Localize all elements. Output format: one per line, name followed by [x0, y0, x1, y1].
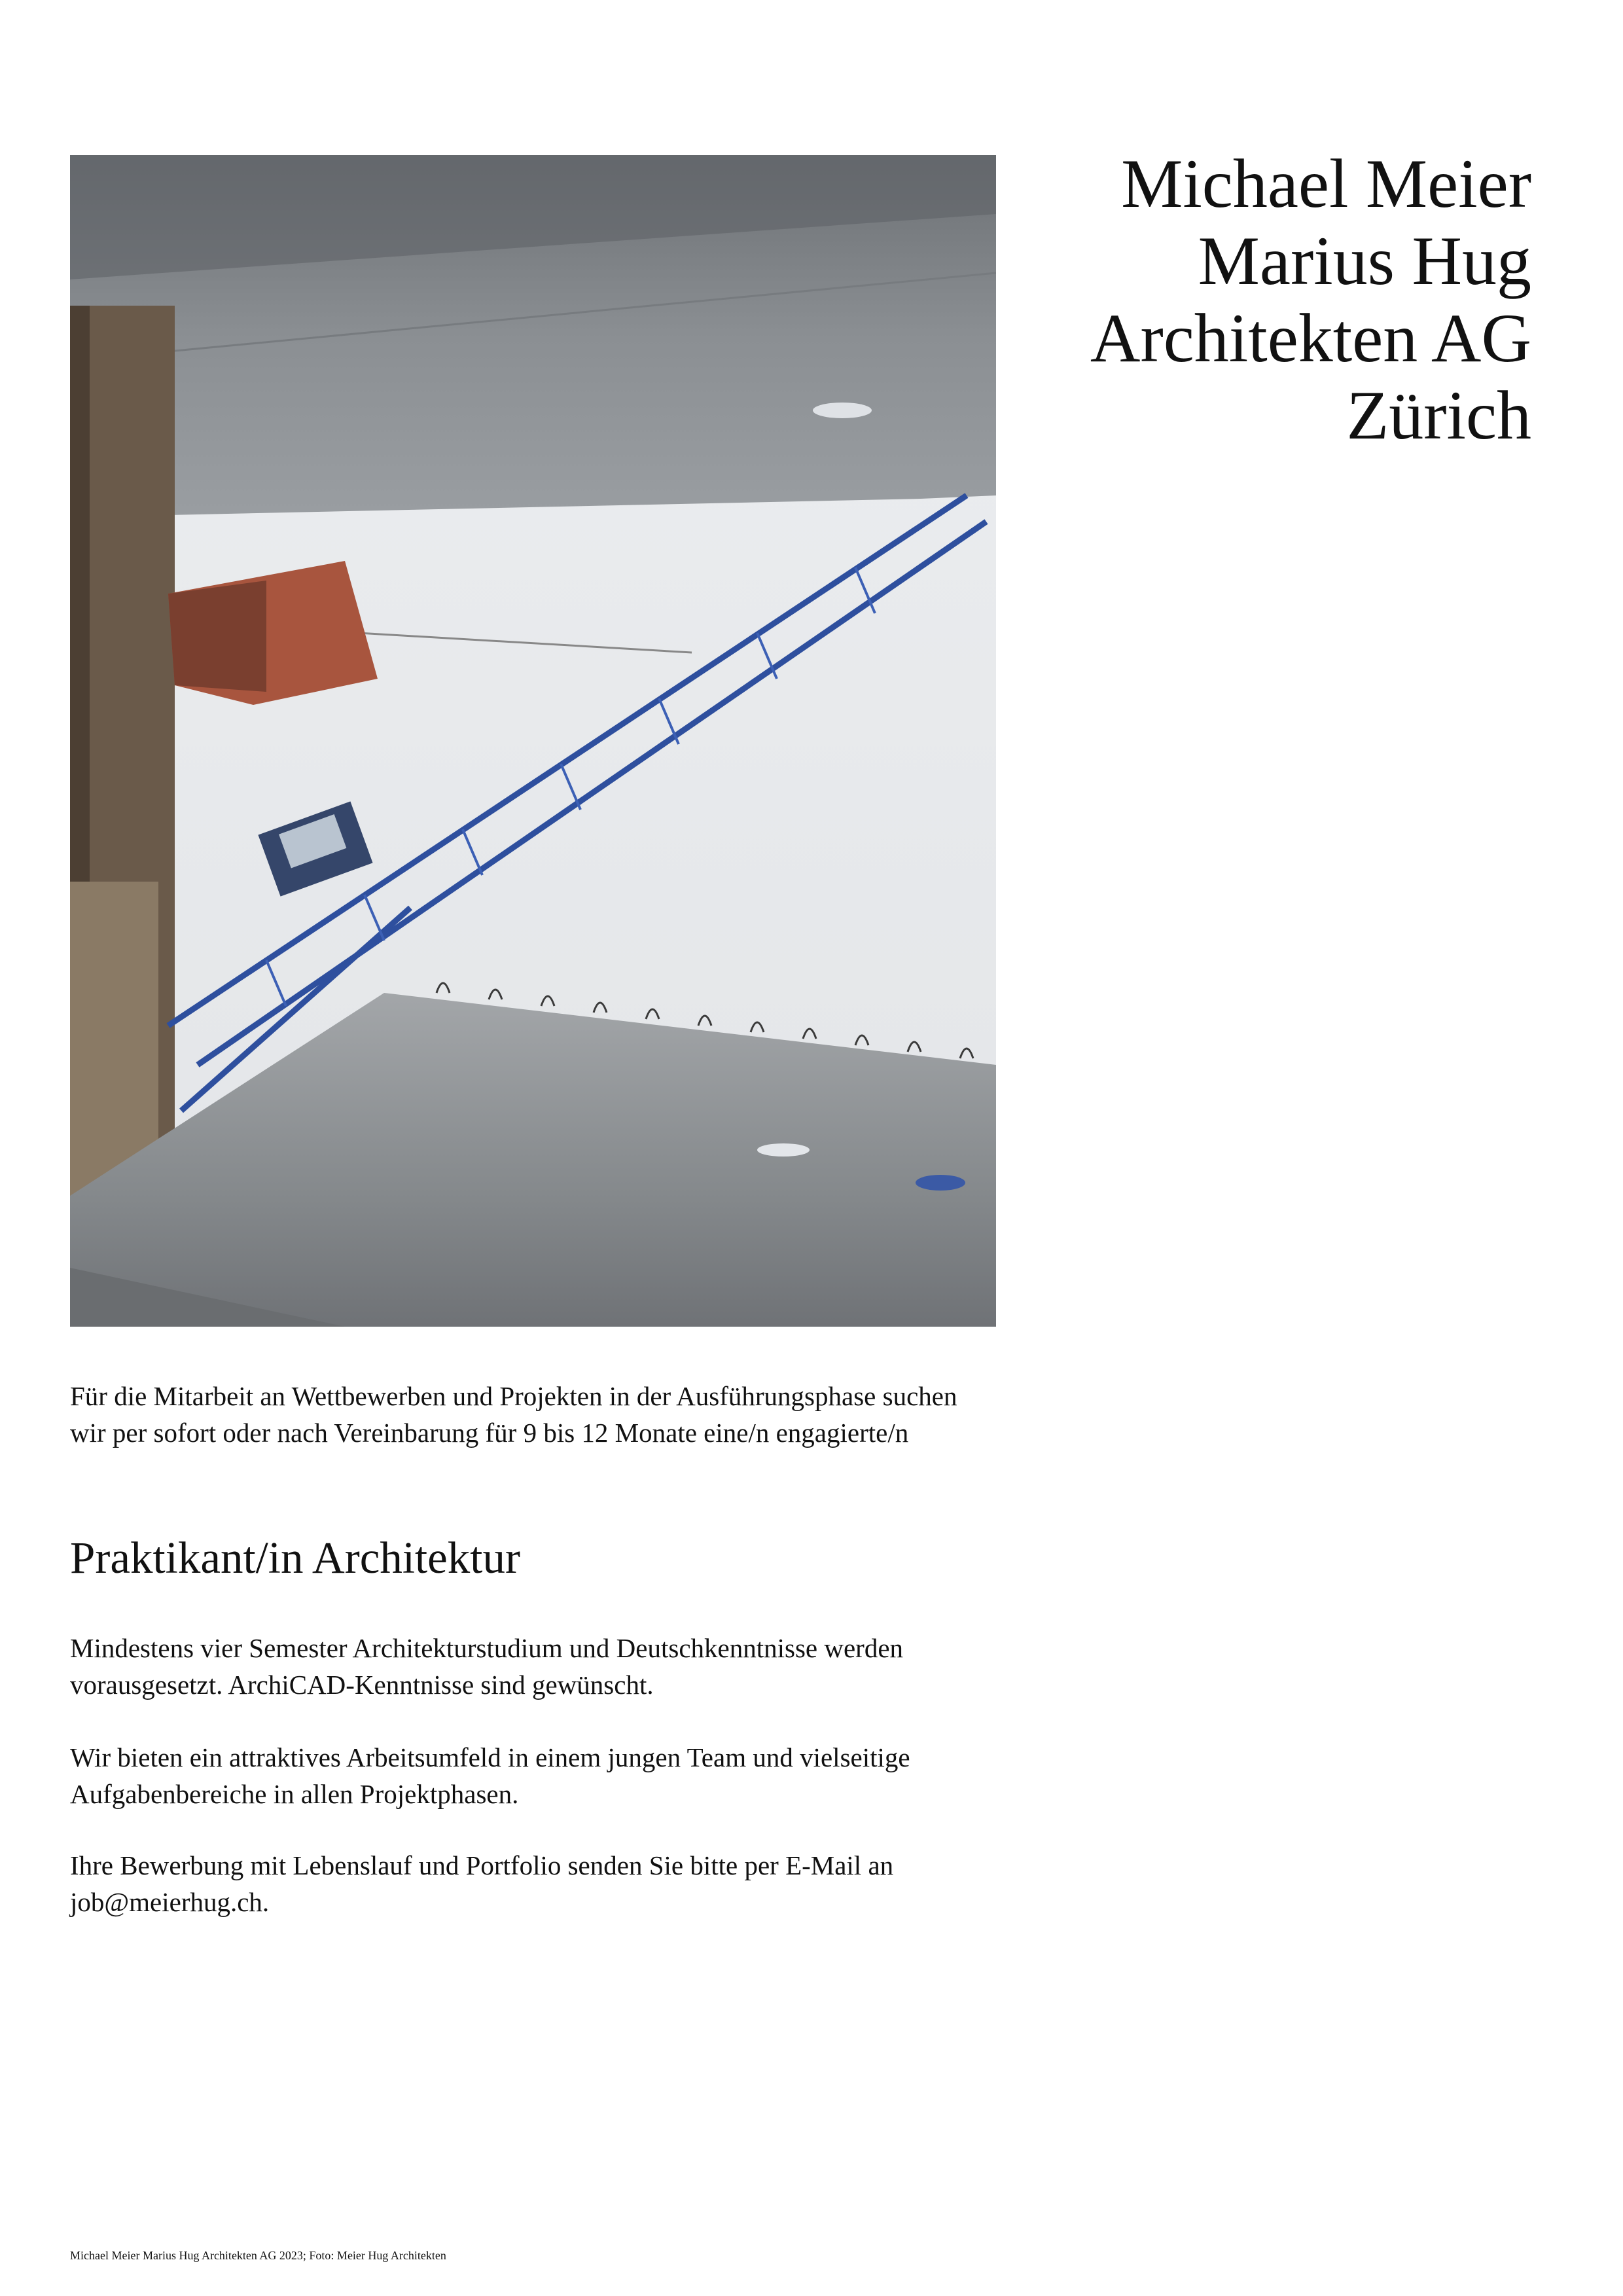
footer-credit: Michael Meier Marius Hug Architekten AG 2023; Foto: Meier Hug Architekten — [70, 2249, 446, 2262]
intro-paragraph: Für die Mitarbeit an Wettbewerben und Projekten in der Ausführungsphase suchen wir per sofort oder nach Vereinbarung für 9 bis 12 Monate eine/n engagierte/n — [70, 1381, 957, 1448]
construction-crane-photo — [70, 155, 996, 1327]
requirements-paragraph: Mindestens vier Semester Architekturstudium und Deutschkenntnisse werden vorausgesetzt. ArchiCAD-Kenntnisse sind gewünscht. — [70, 1633, 904, 1700]
role-title: Praktikant/in Architektur — [70, 1533, 520, 1583]
firm-name-line-1: Michael Meier — [1121, 145, 1531, 222]
firm-name-block — [1090, 145, 1531, 454]
offer-paragraph: Wir bieten ein attraktives Arbeitsumfeld in einem jungen Team und vielseitige Aufgabenbereiche in allen Projektphasen. — [70, 1742, 910, 1809]
firm-location: Zürich — [1346, 377, 1531, 454]
firm-name-line-3: Architekten AG — [1090, 300, 1531, 376]
firm-name-line-2: Marius Hug — [1198, 223, 1531, 299]
application-paragraph: Ihre Bewerbung mit Lebenslauf und Portfolio senden Sie bitte per E-Mail an job@meierhug.ch. — [70, 1850, 894, 1917]
